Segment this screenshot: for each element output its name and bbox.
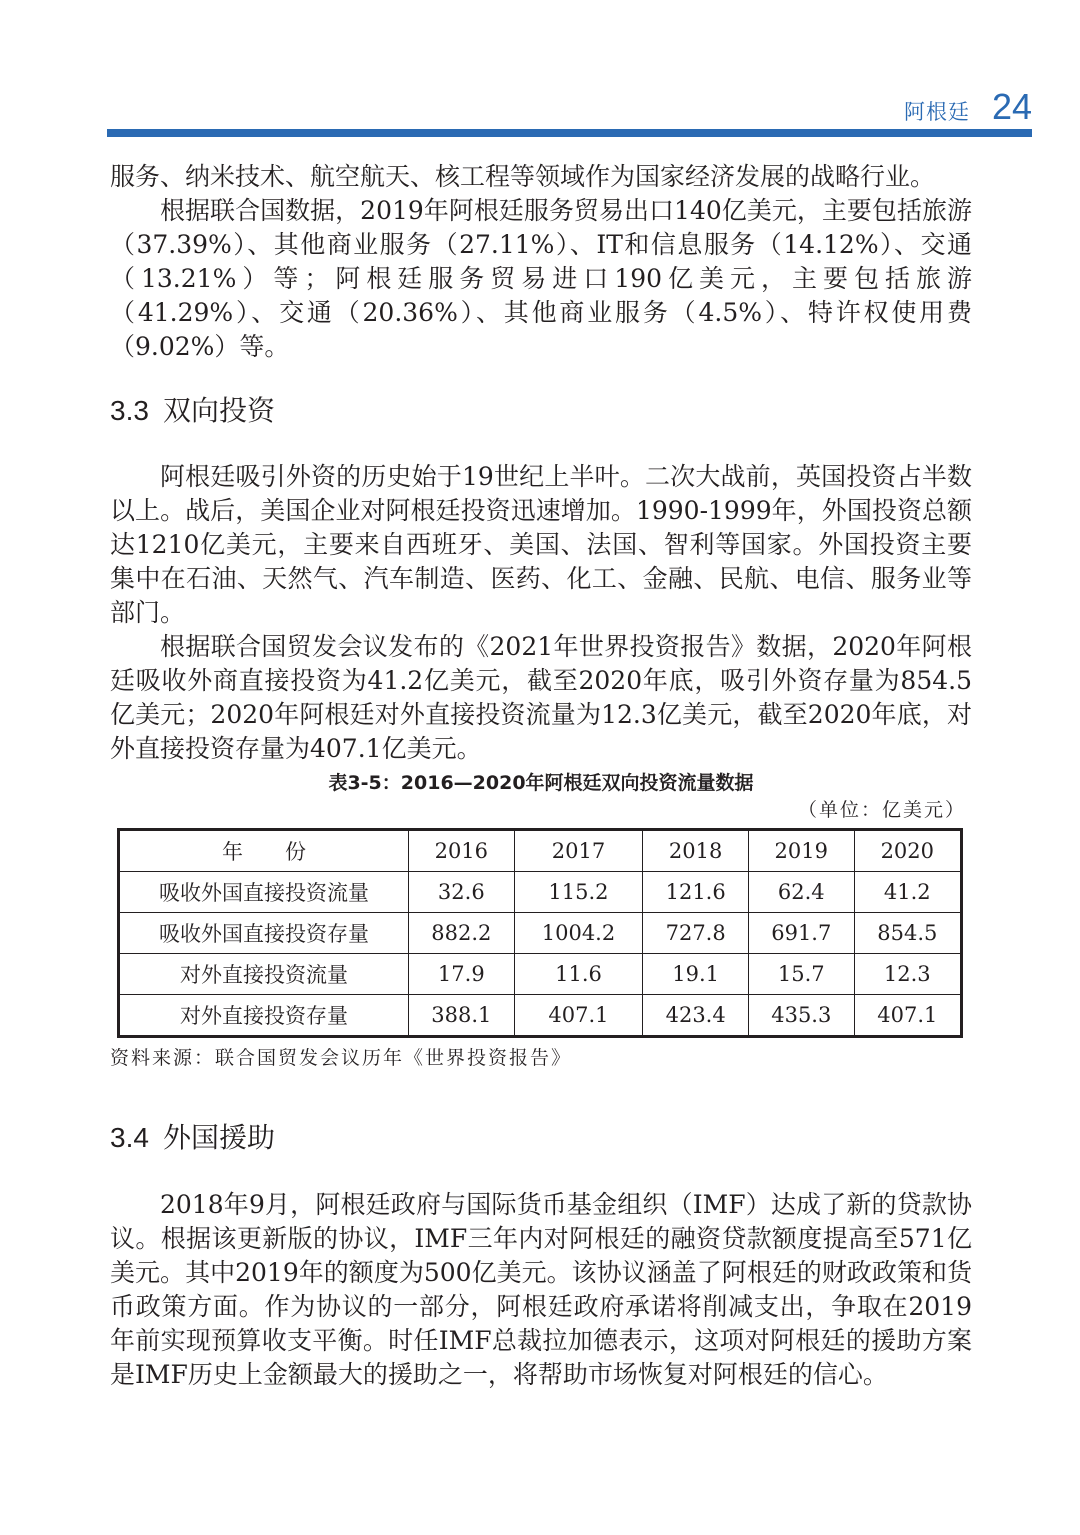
page-content — [110, 160, 972, 1392]
table-row — [119, 995, 962, 1037]
paragraph-history: 阿根廷吸引外资的历史始于19世纪上半叶。二次大战前，英国投资占半数以上。战后，美国企业对阿根廷投资迅速增加。1990-1999年，外国投资总额达1210亿美元，主要来自西班牙、美国、法国、智利等国家。外国投资主要集中在石油、天然气、汽车制造、医药、化工、金融、民航、电信、服务业等部门。 — [110, 462, 972, 627]
row-label: 吸收外国直接投资存量 — [119, 913, 409, 954]
table-cell: 17.9 — [409, 954, 515, 995]
section-title: 阿根廷 — [904, 100, 970, 124]
page-number: 24 — [991, 86, 1032, 127]
paragraph-unctad: 根据联合国贸发会议发布的《2021年世界投资报告》数据，2020年阿根廷吸收外商直接投资为41.2亿美元，截至2020年底，吸引外资存量为854.5亿美元；2020年阿根廷对外直接投资流量为12.3亿美元，截至2020年底，对外直接投资存量为407.1亿美元。 — [110, 632, 972, 763]
section-heading-3-4 — [110, 1118, 972, 1158]
table-cell: 435.3 — [748, 995, 854, 1037]
page-header — [107, 82, 1032, 140]
table-cell: 11.6 — [514, 954, 643, 995]
table-cell: 41.2 — [854, 872, 961, 913]
table-header-row — [119, 830, 962, 872]
row-label: 对外直接投资存量 — [119, 995, 409, 1037]
table-cell: 15.7 — [748, 954, 854, 995]
table-row — [119, 954, 962, 995]
table-cell: 388.1 — [409, 995, 515, 1037]
table-cell: 32.6 — [409, 872, 515, 913]
table-unit: （单位：亿美元） — [797, 799, 966, 821]
table-row — [119, 913, 962, 954]
table-source: 资料来源：联合国贸发会议历年《世界投资报告》 — [110, 1047, 573, 1069]
row-label: 对外直接投资流量 — [119, 954, 409, 995]
table-cell: 407.1 — [514, 995, 643, 1037]
table-cell: 727.8 — [643, 913, 749, 954]
table-cell: 1004.2 — [514, 913, 643, 954]
table-cell: 407.1 — [854, 995, 961, 1037]
table-row — [119, 872, 962, 913]
section-number: 3.3 — [110, 395, 149, 426]
section-number: 3.4 — [110, 1122, 149, 1153]
table-cell: 854.5 — [854, 913, 961, 954]
table-cell: 115.2 — [514, 872, 643, 913]
table-cell: 121.6 — [643, 872, 749, 913]
table-title: 表3-5：2016—2020年阿根廷双向投资流量数据 — [328, 772, 754, 794]
table-cell: 62.4 — [748, 872, 854, 913]
section-heading-3-3 — [110, 391, 972, 431]
table-cell: 19.1 — [643, 954, 749, 995]
section-heading-text: 外国援助 — [162, 1121, 275, 1154]
table-header-year: 2018 — [643, 830, 749, 872]
table-header-year: 2016 — [409, 830, 515, 872]
paragraph-imf: 2018年9月，阿根廷政府与国际货币基金组织（IMF）达成了新的贷款协议。根据该更新版的协议，IMF三年内对阿根廷的融资贷款额度提高至571亿美元。其中2019年的额度为500亿美元。该协议涵盖了阿根廷的财政政策和货币政策方面。作为协议的一部分，阿根廷政府承诺将削减支出，争取在2019年前实现预算收支平衡。时任IMF总裁拉加德表示，这项对阿根廷的援助方案是IMF历史上金额最大的援助之一，将帮助市场恢复对阿根廷的信心。 — [110, 1190, 972, 1389]
table-cell: 423.4 — [643, 995, 749, 1037]
table-header-label: 年 份 — [119, 830, 409, 872]
table-cell: 12.3 — [854, 954, 961, 995]
table-header-year: 2020 — [854, 830, 961, 872]
investment-table — [117, 828, 963, 1038]
paragraph-trade: 根据联合国数据，2019年阿根廷服务贸易出口140亿美元，主要包括旅游（37.39%）、其他商业服务（27.11%）、IT和信息服务（14.12%）、交通（13.21%）等；阿根廷服务贸易进口190亿美元，主要包括旅游（41.29%）、交通（20.36%）、其他商业服务（4.5%）、特许权使用费（9.02%）等。 — [110, 196, 972, 361]
header-rule — [107, 129, 1032, 137]
table-header-year: 2017 — [514, 830, 643, 872]
table-cell: 691.7 — [748, 913, 854, 954]
section-heading-text: 双向投资 — [162, 394, 275, 427]
row-label: 吸收外国直接投资流量 — [119, 872, 409, 913]
table-cell: 882.2 — [409, 913, 515, 954]
paragraph-continuation: 服务、纳米技术、航空航天、核工程等领域作为国家经济发展的战略行业。 — [110, 162, 936, 191]
table-header-year: 2019 — [748, 830, 854, 872]
